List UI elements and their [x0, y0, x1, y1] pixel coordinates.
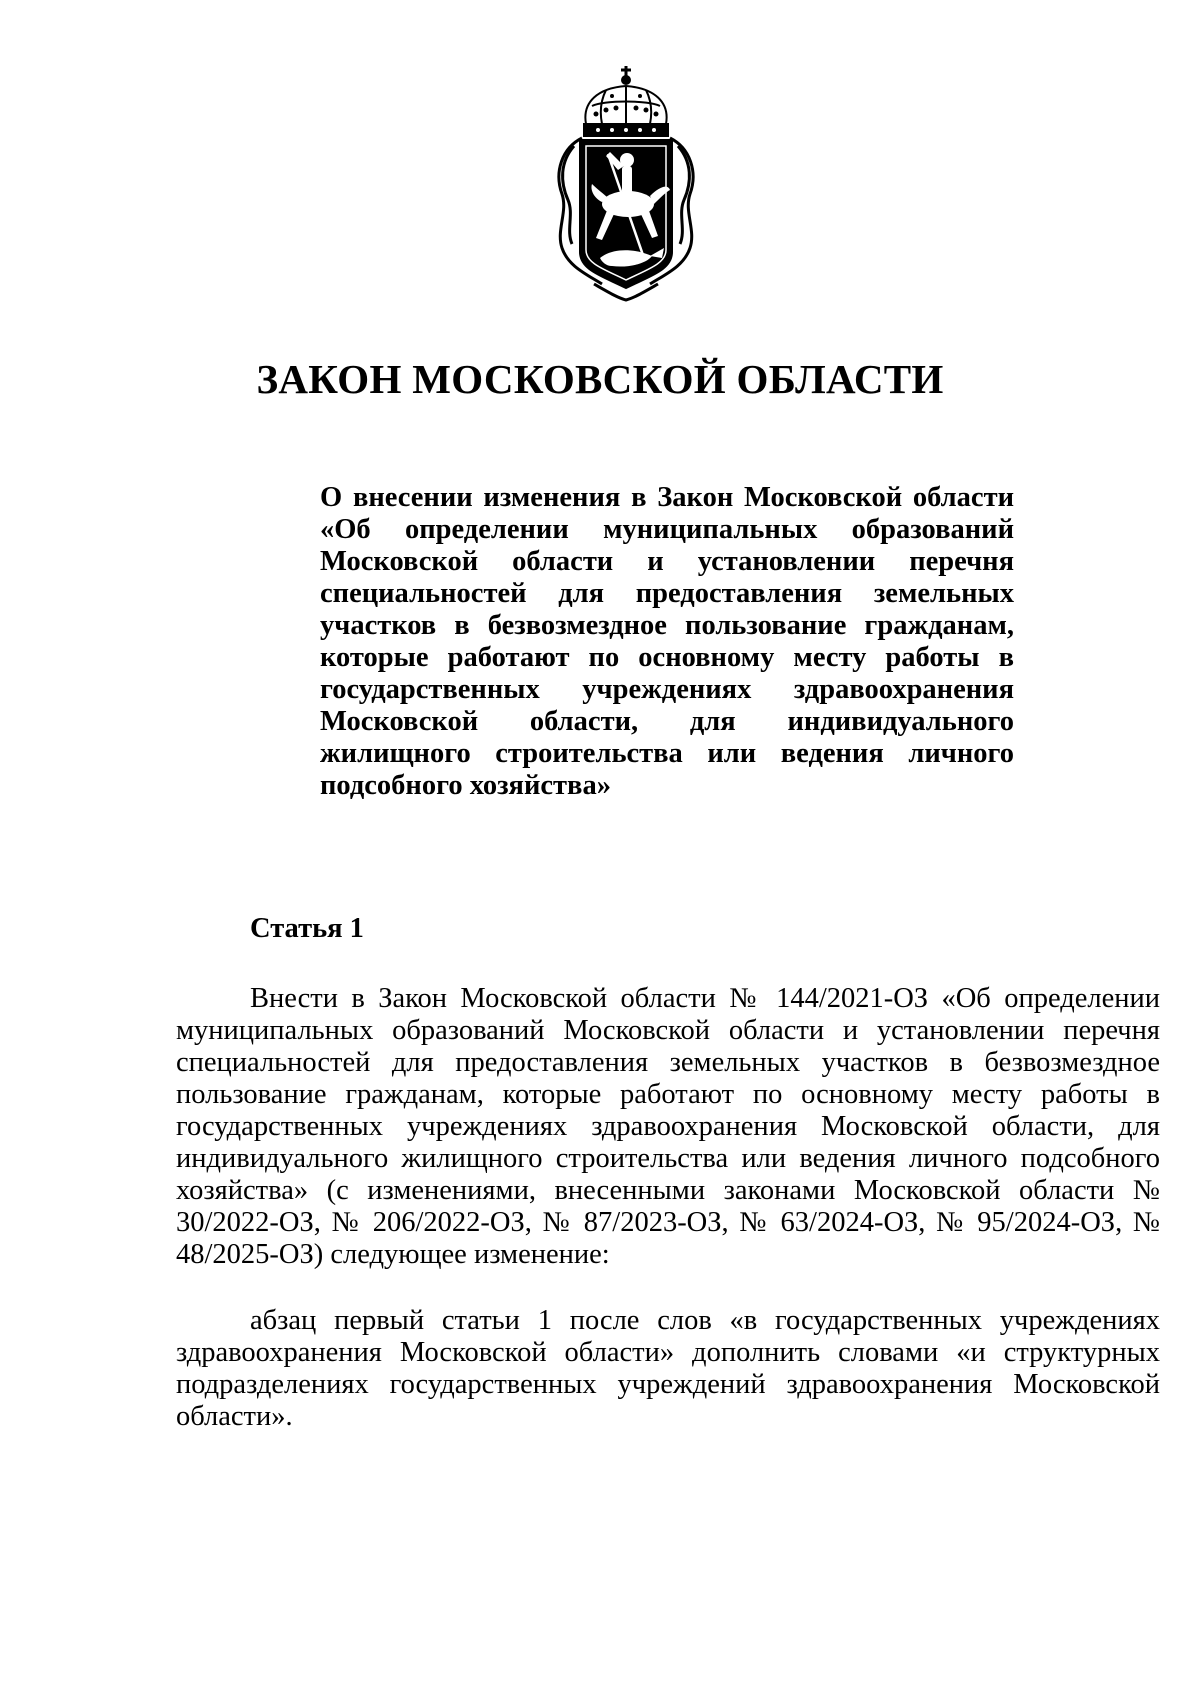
document-subject: О внесении изменения в Закон Московской области «Об определении муниципальных образований Московской области и установлении перечня специальностей для предоставления земельных участков в безвозмездное пользование гражданам, которые работают по основному месту работы в государственных учреждениях здравоохранения Московской области, для индивидуального жилищного строительства или ведения личного подсобного хозяйства»	[320, 482, 1014, 801]
article-paragraph: абзац первый статьи 1 после слов «в государственных учреждениях здравоохранения Московской области» дополнить словами «и структурных подразделениях государственных учреждений здравоохранения Московской области».	[176, 1305, 1160, 1432]
article-paragraph: Внести в Закон Московской области № 144/2021-ОЗ «Об определении муниципальных образований Московской области и установлении перечня специальностей для предоставления земельных участков в безвозмездное пользование гражданам, которые работают по основному месту работы в государственных учреждениях здравоохранения Московской области, для индивидуального жилищного строительства или ведения личного подсобного хозяйства» (с изменениями, внесенными законами Московской области № 30/2022-ОЗ, № 206/2022-ОЗ, № 87/2023-ОЗ, № 63/2024-ОЗ, № 95/2024-ОЗ, № 48/2025-ОЗ) следующее изменение:	[176, 983, 1160, 1270]
article-heading: Статья 1	[250, 913, 364, 944]
coat-of-arms-moscow-oblast-icon	[542, 62, 710, 302]
document-type-title: ЗАКОН МОСКОВСКОЙ ОБЛАСТИ	[256, 356, 944, 402]
